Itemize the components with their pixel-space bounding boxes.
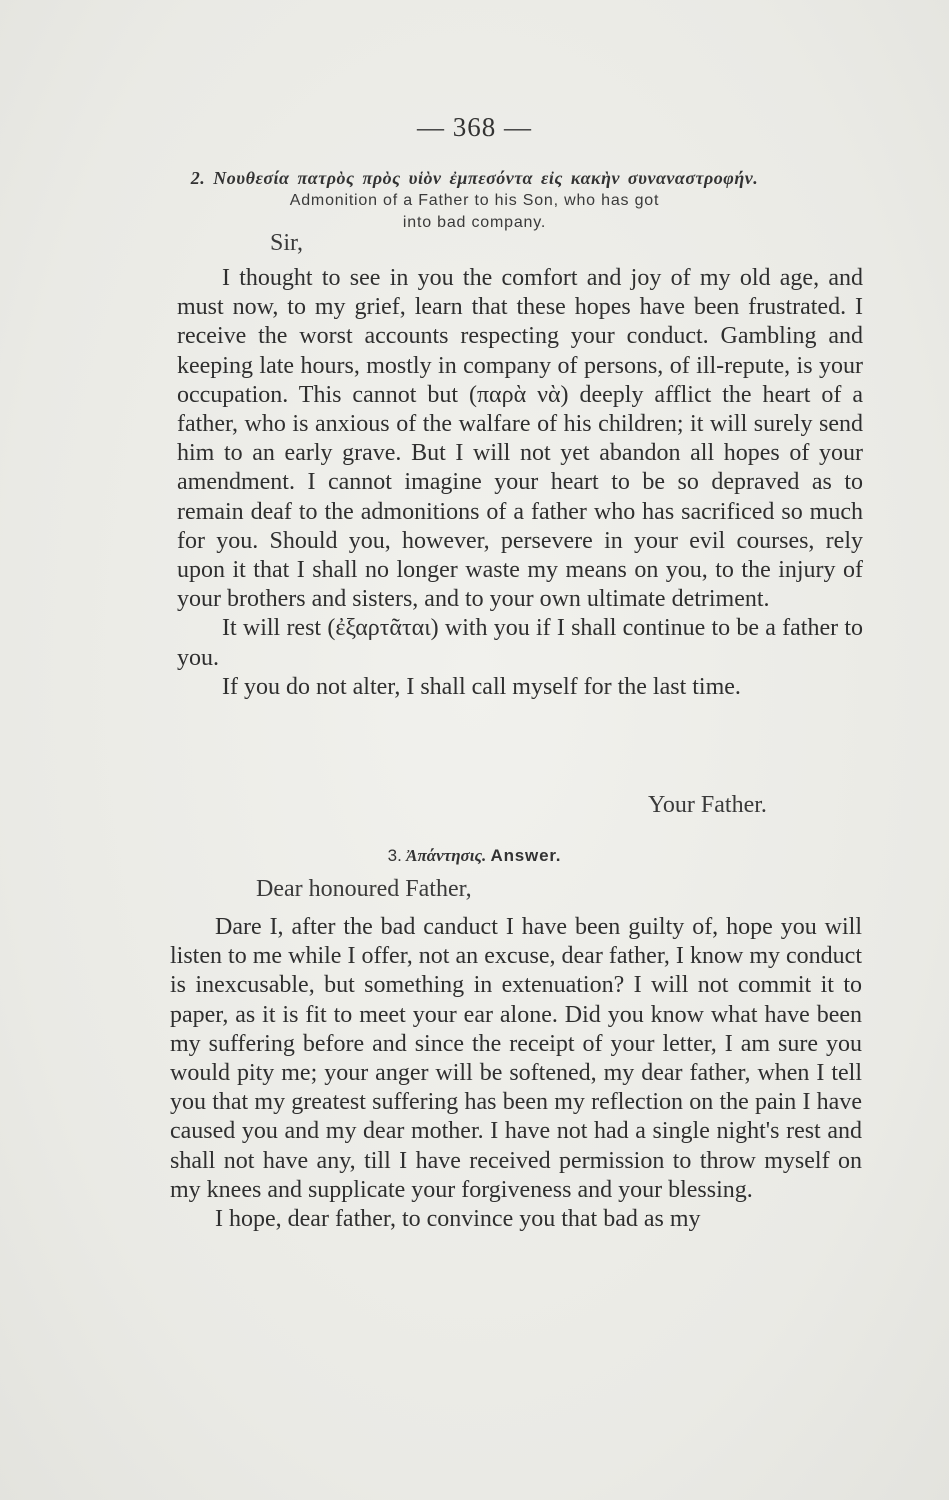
letter-3-title-english: Answer. <box>490 846 562 865</box>
letter-3-title-greek: Ἀπάντησις. <box>406 846 487 865</box>
letter-2-salutation: Sir, <box>270 230 304 256</box>
letter-2-paragraph: If you do not alter, I shall call myself for the last time. <box>222 673 741 700</box>
letter-3-paragraph: I hope, dear father, to convince you that bad as my <box>215 1206 701 1233</box>
letter-2-title-english-line1: Admonition of a Father to his Son, who has got <box>289 192 660 209</box>
letter-2-paragraph: I thought to see in you the comfort and joy of my old age, and must now, to my grief, learn that these hopes have been frustrated. I receive the worst accounts respecting your conduct. Gambling and keeping late hours, mostly in company of persons, of ill-repute, is your occupation. This cannot but (παρὰ νὰ) deeply afflict the heart of a father, who is anxious of the walfare of his children; it will surely send him to an early grave. But I will not yet abandon all hopes of your amendment. I cannot imagine your heart to be so depraved as to remain deaf to the admonitions of a father who has sacrificed so much for you. Should you, however, persevere in your evil courses, rely upon it that I shall no longer waste my means on you, to the injury of your brothers and sisters, and to your own ultimate detriment. <box>177 265 863 613</box>
letter-2-signature: Your Father. <box>648 792 767 818</box>
letter-2-title <box>0 168 949 233</box>
letter-2-title-greek: 2. Νουθεσία πατρὸς πρὸς υἱὸν ἐμπεσόντα εἰς κακὴν συναναστροφήν. <box>190 168 759 188</box>
letter-2-body <box>177 264 863 702</box>
page-number: — 368 — <box>417 112 532 142</box>
letter-3-title <box>0 846 949 866</box>
letter-3-salutation: Dear honoured Father, <box>256 876 472 902</box>
letter-3-body <box>170 913 862 1234</box>
letter-3-number: 3. <box>387 846 402 865</box>
letter-2-paragraph: It will rest (ἐξαρτᾶται) with you if I shall continue to be a father to you. <box>177 615 863 671</box>
letter-2-title-english-line2: into bad company. <box>402 214 547 231</box>
letter-3-paragraph: Dare I, after the bad canduct I have been guilty of, hope you will listen to me while I offer, not an excuse, dear father, I know my conduct is inexcusable, but something in extenuation? I will not commit it to paper, as it is fit to meet your ear alone. Did you know what have been my suffering before and since the receipt of your letter, I am sure you would pity me; your anger will be softened, my dear father, when I tell you that my greatest suffering has been my reflection on the pain I have caused you and my dear mother. I have not had a single night's rest and shall not have any, till I have received permission to throw myself on my knees and supplicate your forgiveness and your blessing. <box>170 914 862 1203</box>
